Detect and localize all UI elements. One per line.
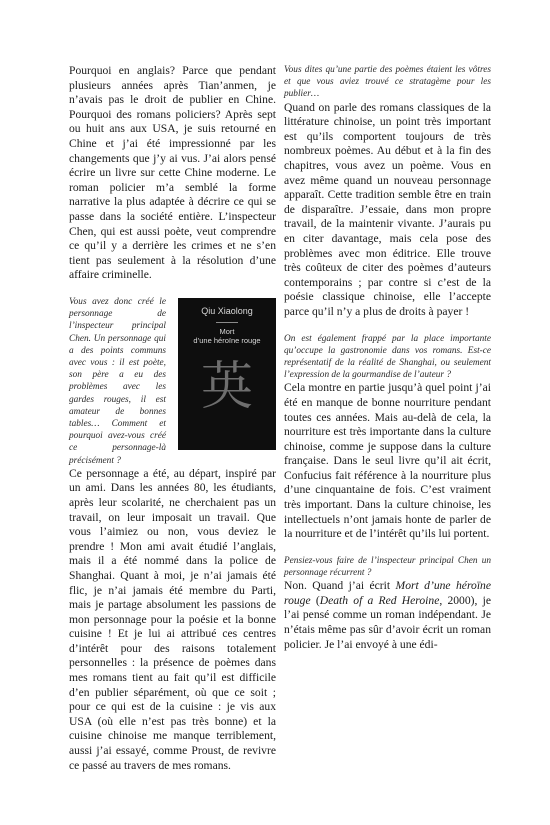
answer-paragraph-3: Quand on parle des romans classiques de la littérature chinoise, un point très important est qu’ils comportent toujours de très nombreux poèmes. Au début et à la fin des chapitres, vous avez un poème. Vous en avez même quand un nouveau personnage apparaît. Cette tradition semble être en train de disparaître. J’essaie, dans mon propre travail, de la maintenir vivante. J’aurais pu en citer davantage, mais cela pose des problèmes avec mon éditrice. Elle trouve très coûteux de citer des poèmes d’auteurs contemporains ; par contre si c’est de la poésie classique chinoise, elle l’accepte parce qu’il n’y a plus de droits à payer !: [284, 100, 491, 318]
right-column: [284, 64, 491, 652]
answer-paragraph-4: Cela montre en partie jusqu’à quel point j’ai été en manque de bonne nourriture pendant toutes ces années. Mais au-delà de cela, la nourriture est très importante dans la culture chinoise, comme je suppose dans la culture française. Dans le seul livre qu’il ait écrit, Confucius fait référence à la nourriture plus d’une cinquantaine de fois. C’est vraiment très important. Dans la culture chinoise, les intellectuels n’ont jamais honte de parler de la nourriture et de l’intérêt qu’ils lui portent.: [284, 381, 491, 541]
left-column: [69, 64, 276, 773]
answer-text: Non. Quand j’ai écrit: [284, 579, 396, 593]
answer-paragraph-5: [284, 579, 491, 652]
cover-chinese-character: 英: [200, 356, 253, 417]
cover-author: Qiu Xiaolong: [201, 305, 253, 316]
book-title-fr: Mort d’une héroïne rouge: [284, 579, 491, 607]
cover-divider: [216, 322, 238, 323]
answer-paragraph-1: Pourquoi en anglais? Parce que pendant plusieurs années après Tian’anmen, je n’avais pas le droit de publier en Chine. Pourquoi des romans policiers? Après sept ou huit ans aux USA, je suis retourné en Chine et j’ai été impressionné par les changements que j’y ai vus. J’ai alors pensé écrire un livre sur cette Chine moderne. Le roman policier m’a semblé la forme narrative la plus adaptée à décrire ce qui se passe dans la société entière. L’inspecteur Chen, qui est aussi poète, veut comprendre ce qu’il y a derrière les crimes et ne s’en tient pas seulement à la résolution d’une affaire criminelle.: [69, 64, 276, 282]
answer-text: , 2000), je l’ai pensé comme un roman indépendant. Je n’étais même pas sûr d’avoir écrit un roman policier. Je l’ai envoyé à une édi-: [284, 593, 492, 651]
question-1: Vous dites qu’une partie des poèmes étaient les vôtres et que vous aviez trouvé ce stratagème pour les publier…: [284, 65, 491, 100]
question-4: Pensiez-vous faire de l’inspecteur principal Chen un personnage récurrent ?: [284, 555, 491, 579]
book-cover-image: [178, 298, 276, 450]
cover-title-line-2: d’une héroïne rouge: [193, 335, 261, 345]
answer-text: (: [310, 593, 320, 607]
cover-title-line-1: Mort: [219, 326, 235, 336]
book-title-en: Death of a Red Heroine: [319, 593, 440, 607]
answer-paragraph-2: Ce personnage a été, au départ, inspiré par un ami. Dans les années 80, les étudiants, après leur scolarité, ne cherchaient pas un travail, on leur imposait un travail. Que vous l’aimiez ou non, vous deviez le prendre ! Mon ami avait étudié l’anglais, mais il a été nommé dans la police de Shanghai. Quant à moi, je n’ai jamais été flic, je n’ai jamais été membre du Parti, mais je partage absolument les passions de mon personnage pour la poésie et la bonne cuisine ! Et je lui ai attribué ces centres d’intérêt pour des raisons totalement personnelles : la présence de poèmes dans mes romans tient au fait qu’il est difficile d’en publier séparément, où que ce soit ; pour ce qui est de la cuisine : je vis aux USA (où elle n’est pas très bonne) et la cuisine chinoise me manque terriblement, aussi j’ai essayé, comme Proust, de revivre ce passé au travers de mes romans.: [69, 466, 276, 772]
question-2: Vous avez donc créé le personnage de l’inspecteur principal Chen. Un personnage qui a des points communs avec vous : il est poète, son père a eu des problèmes avec les gardes rouges, il est amateur de bonnes tables… Comment et pourquoi avez-vous créé ce personnage-là précisément ?: [69, 296, 166, 466]
question-3: On est également frappé par la place importante qu’occupe la gastronomie dans vos romans. Est-ce représentatif de la réalité de Shanghai, ou seulement l’expression de la gourmandise de l’auteur ?: [284, 333, 491, 381]
